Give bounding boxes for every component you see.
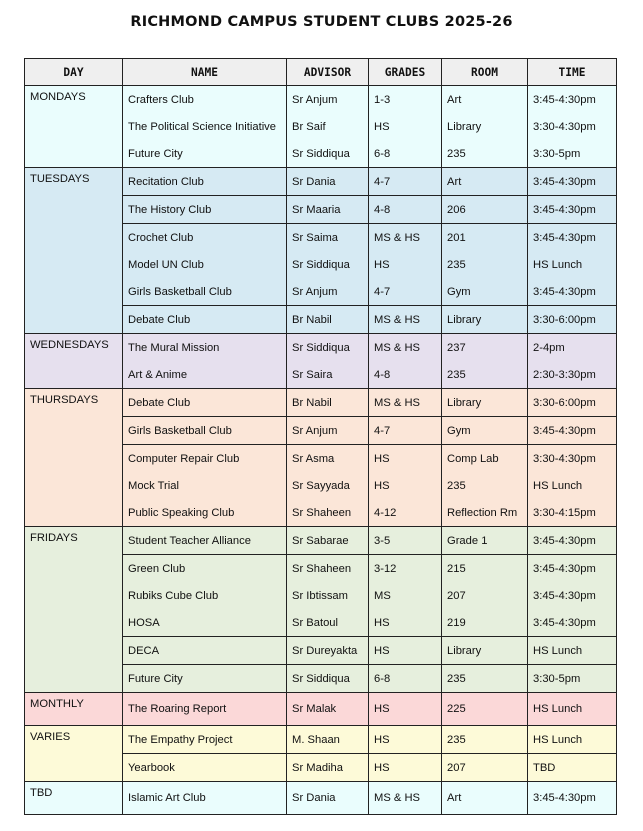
day-cell: TUESDAYS [25,168,123,334]
club-name-cell: Yearbook [123,754,287,782]
time-cell: 3:30-4:30pm [528,445,617,473]
room-cell: Library [442,637,528,665]
time-cell: 3:45-4:30pm [528,168,617,196]
time-cell: 3:45-4:30pm [528,555,617,583]
club-name-cell: Mock Trial [123,472,287,499]
room-cell: Reflection Rm [442,499,528,527]
time-cell: HS Lunch [528,472,617,499]
club-name-cell: Public Speaking Club [123,499,287,527]
club-name-cell: Crafters Club [123,86,287,114]
table-row [25,782,617,815]
room-cell: 206 [442,196,528,224]
grades-cell: 4-7 [369,278,442,306]
club-name-cell: Model UN Club [123,251,287,278]
room-cell: Gym [442,417,528,445]
club-name-cell: The Mural Mission [123,334,287,362]
club-name-cell: The Roaring Report [123,693,287,726]
advisor-cell: Sr Dureyakta [287,637,369,665]
time-cell: HS Lunch [528,251,617,278]
club-name-cell: Recitation Club [123,168,287,196]
time-cell: HS Lunch [528,637,617,665]
room-cell: 235 [442,361,528,389]
time-cell: 3:30-6:00pm [528,306,617,334]
grades-cell: 4-7 [369,417,442,445]
time-cell: 3:45-4:30pm [528,417,617,445]
table-row [25,334,617,362]
advisor-cell: Br Nabil [287,306,369,334]
advisor-cell: Sr Shaheen [287,555,369,583]
club-name-cell: Girls Basketball Club [123,417,287,445]
header-time: TIME [528,59,617,86]
advisor-cell: Sr Ibtissam [287,582,369,609]
club-name-cell: Rubiks Cube Club [123,582,287,609]
grades-cell: 1-3 [369,86,442,114]
room-cell: 237 [442,334,528,362]
advisor-cell: Sr Dania [287,168,369,196]
room-cell: Library [442,389,528,417]
grades-cell: HS [369,637,442,665]
time-cell: 3:30-5pm [528,140,617,168]
time-cell: 3:45-4:30pm [528,86,617,114]
room-cell: Gym [442,278,528,306]
club-name-cell: The Political Science Initiative [123,113,287,140]
grades-cell: HS [369,726,442,754]
grades-cell: MS & HS [369,389,442,417]
day-cell: TBD [25,782,123,815]
time-cell: 3:45-4:30pm [528,782,617,815]
day-cell: MONDAYS [25,86,123,168]
club-name-cell: Debate Club [123,306,287,334]
advisor-cell: Br Saif [287,113,369,140]
advisor-cell: Sr Maaria [287,196,369,224]
advisor-cell: Sr Malak [287,693,369,726]
time-cell: 3:30-6:00pm [528,389,617,417]
grades-cell: 4-8 [369,361,442,389]
header-name: NAME [123,59,287,86]
advisor-cell: Sr Anjum [287,417,369,445]
table-row [25,527,617,555]
time-cell: 3:30-5pm [528,665,617,693]
grades-cell: HS [369,609,442,637]
table-row [25,693,617,726]
grades-cell: 3-12 [369,555,442,583]
grades-cell: MS & HS [369,334,442,362]
grades-cell: MS & HS [369,782,442,815]
time-cell: 2-4pm [528,334,617,362]
advisor-cell: Sr Shaheen [287,499,369,527]
time-cell: TBD [528,754,617,782]
table-row [25,168,617,196]
advisor-cell: Sr Siddiqua [287,665,369,693]
room-cell: Art [442,782,528,815]
header-grades: GRADES [369,59,442,86]
clubs-table [24,58,617,815]
time-cell: 3:45-4:30pm [528,196,617,224]
time-cell: 3:45-4:30pm [528,527,617,555]
advisor-cell: Sr Siddiqua [287,251,369,278]
club-name-cell: Computer Repair Club [123,445,287,473]
room-cell: 225 [442,693,528,726]
room-cell: 235 [442,665,528,693]
table-row [25,86,617,114]
room-cell: Library [442,306,528,334]
room-cell: 215 [442,555,528,583]
header-day: DAY [25,59,123,86]
advisor-cell: Sr Sayyada [287,472,369,499]
club-name-cell: Crochet Club [123,224,287,252]
day-cell: VARIES [25,726,123,782]
page-title: RICHMOND CAMPUS STUDENT CLUBS 2025-26 [130,14,513,30]
table-row [25,726,617,754]
day-cell: WEDNESDAYS [25,334,123,389]
time-cell: 3:45-4:30pm [528,278,617,306]
room-cell: 235 [442,726,528,754]
advisor-cell: M. Shaan [287,726,369,754]
table-header-row [25,59,617,86]
club-name-cell: Future City [123,140,287,168]
table-row [25,389,617,417]
advisor-cell: Br Nabil [287,389,369,417]
advisor-cell: Sr Dania [287,782,369,815]
club-name-cell: The Empathy Project [123,726,287,754]
club-name-cell: Debate Club [123,389,287,417]
time-cell: 3:45-4:30pm [528,224,617,252]
grades-cell: 4-12 [369,499,442,527]
advisor-cell: Sr Saima [287,224,369,252]
room-cell: Grade 1 [442,527,528,555]
time-cell: 2:30-3:30pm [528,361,617,389]
room-cell: 201 [442,224,528,252]
grades-cell: HS [369,113,442,140]
advisor-cell: Sr Sabarae [287,527,369,555]
room-cell: Library [442,113,528,140]
advisor-cell: Sr Madiha [287,754,369,782]
grades-cell: HS [369,754,442,782]
day-cell: MONTHLY [25,693,123,726]
advisor-cell: Sr Anjum [287,86,369,114]
grades-cell: 4-7 [369,168,442,196]
room-cell: 235 [442,140,528,168]
grades-cell: HS [369,472,442,499]
grades-cell: MS [369,582,442,609]
club-name-cell: The History Club [123,196,287,224]
room-cell: Art [442,168,528,196]
club-name-cell: Art & Anime [123,361,287,389]
room-cell: 235 [442,472,528,499]
day-cell: THURSDAYS [25,389,123,527]
room-cell: Comp Lab [442,445,528,473]
room-cell: 219 [442,609,528,637]
room-cell: 207 [442,754,528,782]
room-cell: 207 [442,582,528,609]
club-name-cell: Future City [123,665,287,693]
advisor-cell: Sr Anjum [287,278,369,306]
grades-cell: MS & HS [369,224,442,252]
day-cell: FRIDAYS [25,527,123,693]
club-name-cell: Student Teacher Alliance [123,527,287,555]
time-cell: 3:30-4:30pm [528,113,617,140]
grades-cell: 6-8 [369,140,442,168]
time-cell: 3:45-4:30pm [528,609,617,637]
header-room: ROOM [442,59,528,86]
advisor-cell: Sr Batoul [287,609,369,637]
grades-cell: 4-8 [369,196,442,224]
advisor-cell: Sr Siddiqua [287,140,369,168]
time-cell: 3:45-4:30pm [528,582,617,609]
club-name-cell: Girls Basketball Club [123,278,287,306]
room-cell: Art [442,86,528,114]
header-advisor: ADVISOR [287,59,369,86]
club-name-cell: Islamic Art Club [123,782,287,815]
time-cell: 3:30-4:15pm [528,499,617,527]
club-name-cell: DECA [123,637,287,665]
advisor-cell: Sr Siddiqua [287,334,369,362]
room-cell: 235 [442,251,528,278]
grades-cell: HS [369,693,442,726]
club-name-cell: Green Club [123,555,287,583]
time-cell: HS Lunch [528,693,617,726]
grades-cell: HS [369,445,442,473]
grades-cell: HS [369,251,442,278]
time-cell: HS Lunch [528,726,617,754]
advisor-cell: Sr Saira [287,361,369,389]
advisor-cell: Sr Asma [287,445,369,473]
grades-cell: 3-5 [369,527,442,555]
grades-cell: MS & HS [369,306,442,334]
club-name-cell: HOSA [123,609,287,637]
grades-cell: 6-8 [369,665,442,693]
